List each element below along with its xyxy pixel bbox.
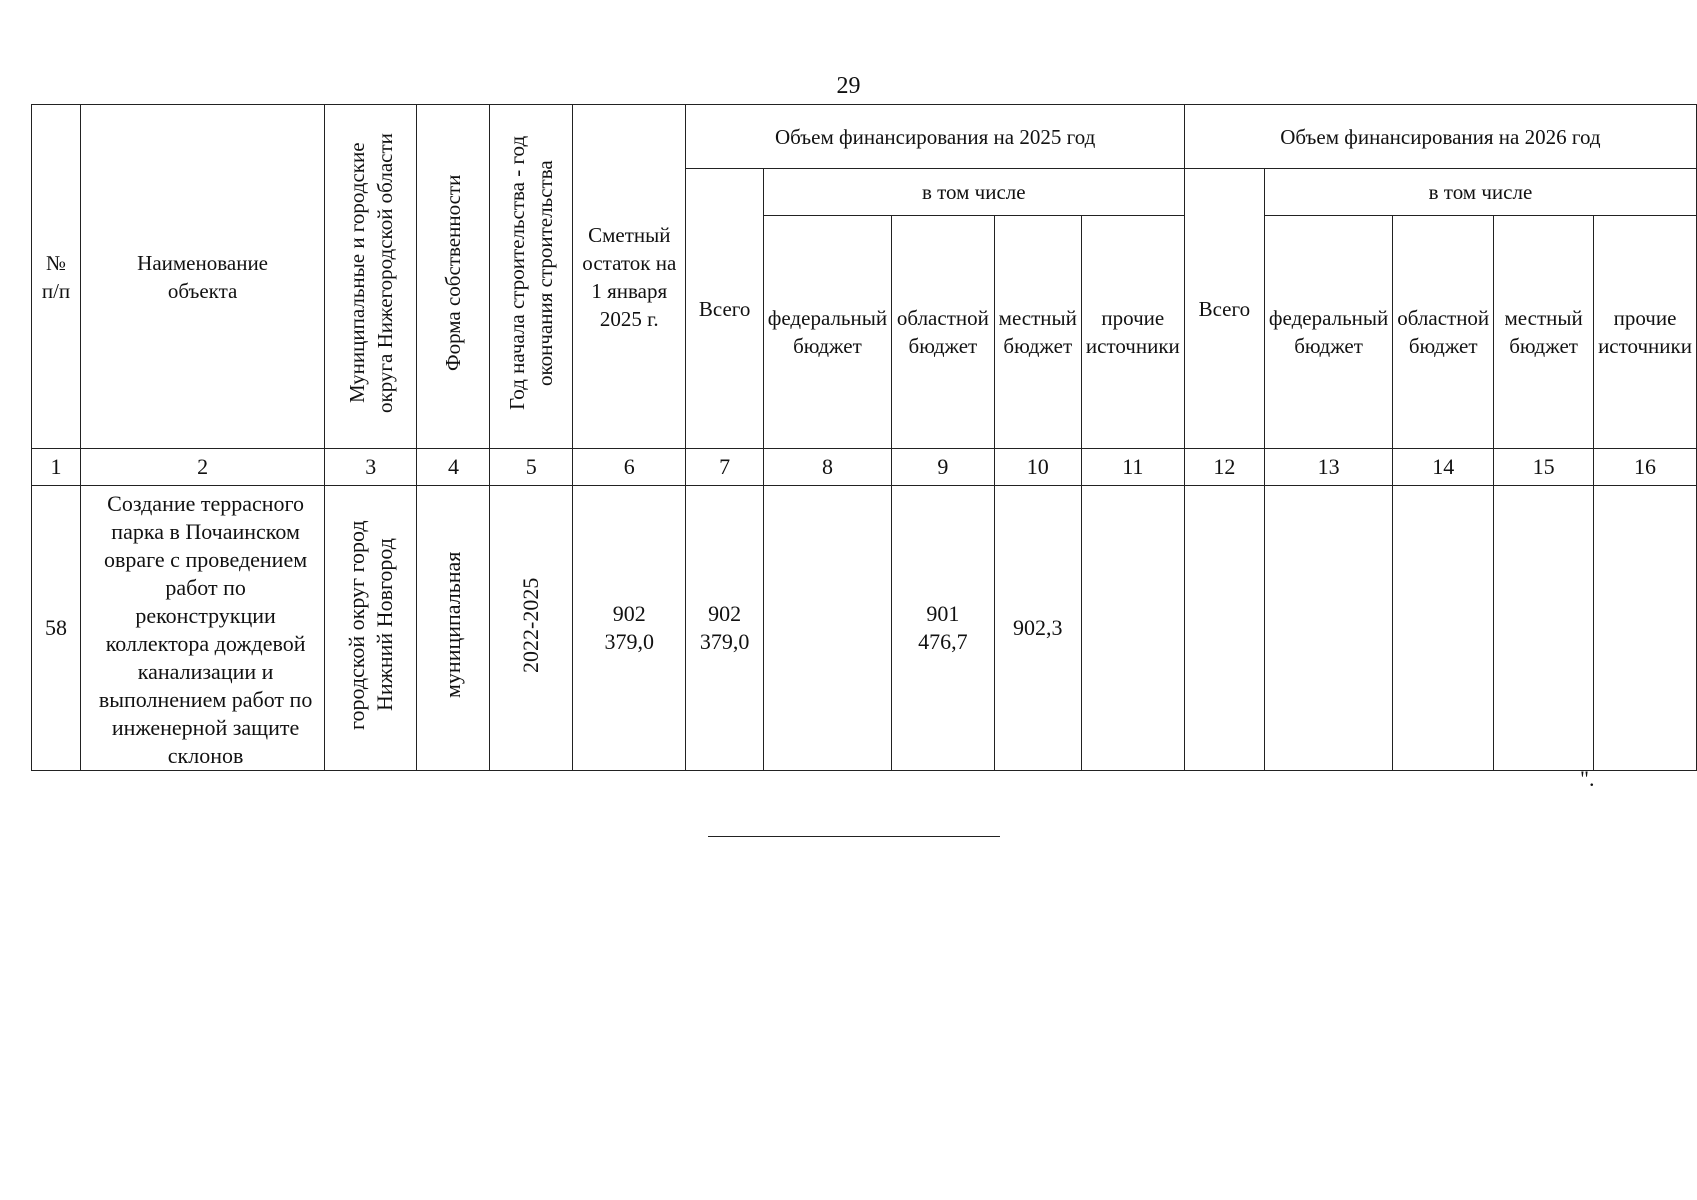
column-number: 9 xyxy=(892,449,995,486)
header-regional-2026: областной бюджет xyxy=(1393,216,1494,449)
column-number: 3 xyxy=(325,449,417,486)
column-number: 8 xyxy=(763,449,891,486)
column-number: 5 xyxy=(490,449,573,486)
header-financing-2025: Объем финансирования на 2025 год xyxy=(686,105,1184,169)
column-number: 11 xyxy=(1081,449,1184,486)
column-number: 2 xyxy=(81,449,325,486)
row-total-2025: 902 379,0 xyxy=(686,486,763,771)
row-federal-2025 xyxy=(763,486,891,771)
header-num: № п/п xyxy=(32,105,81,449)
header-other-2026: прочие источники xyxy=(1594,216,1697,449)
row-regional-2025: 901 476,7 xyxy=(892,486,995,771)
row-other-2026 xyxy=(1594,486,1697,771)
row-estimate: 902 379,0 xyxy=(573,486,686,771)
header-local-2025: местный бюджет xyxy=(994,216,1081,449)
row-federal-2026 xyxy=(1264,486,1392,771)
header-local-2026: местный бюджет xyxy=(1494,216,1594,449)
header-ownership: Форма собственности xyxy=(417,105,490,449)
row-local-2026 xyxy=(1494,486,1594,771)
separator-line xyxy=(708,836,1000,837)
row-other-2025 xyxy=(1081,486,1184,771)
header-regional-2025: областной бюджет xyxy=(892,216,995,449)
row-name: Создание террасного парка в Почаинском овраге с проведением работ по реконструкции коллектора дождевой канализации и выполнением работ по инженерной защите склонов xyxy=(81,486,325,771)
column-number: 15 xyxy=(1494,449,1594,486)
closing-quote-mark: ". xyxy=(1580,766,1595,791)
financing-table xyxy=(31,104,1697,771)
header-financing-2026: Объем финансирования на 2026 год xyxy=(1184,105,1696,169)
row-municipality: городской округ город Нижний Новгород xyxy=(325,486,417,771)
column-number: 13 xyxy=(1264,449,1392,486)
header-federal-2026: федеральный бюджет xyxy=(1264,216,1392,449)
row-local-2025: 902,3 xyxy=(994,486,1081,771)
header-including-2026: в том числе xyxy=(1264,169,1696,216)
header-years: Год начала строительства - год окончания строительства xyxy=(490,105,573,449)
column-number-row xyxy=(32,449,1697,486)
header-federal-2025: федеральный бюджет xyxy=(763,216,891,449)
column-number: 7 xyxy=(686,449,763,486)
header-including-2025: в том числе xyxy=(763,169,1184,216)
header-estimate: Сметный остаток на 1 января 2025 г. xyxy=(573,105,686,449)
row-ownership: муниципальная xyxy=(417,486,490,771)
header-municipality: Муниципальные и городские округа Нижегородской области xyxy=(325,105,417,449)
column-number: 1 xyxy=(32,449,81,486)
column-number: 6 xyxy=(573,449,686,486)
header-other-2025: прочие источники xyxy=(1081,216,1184,449)
header-name: Наименование объекта xyxy=(81,105,325,449)
table-row xyxy=(32,486,1697,771)
row-num: 58 xyxy=(32,486,81,771)
column-number: 10 xyxy=(994,449,1081,486)
column-number: 16 xyxy=(1594,449,1697,486)
header-total-2026: Всего xyxy=(1184,169,1264,449)
column-number: 12 xyxy=(1184,449,1264,486)
page-number: 29 xyxy=(836,73,861,99)
header-total-2025: Всего xyxy=(686,169,763,449)
row-years: 2022-2025 xyxy=(490,486,573,771)
column-number: 4 xyxy=(417,449,490,486)
row-regional-2026 xyxy=(1393,486,1494,771)
column-number: 14 xyxy=(1393,449,1494,486)
row-total-2026 xyxy=(1184,486,1264,771)
